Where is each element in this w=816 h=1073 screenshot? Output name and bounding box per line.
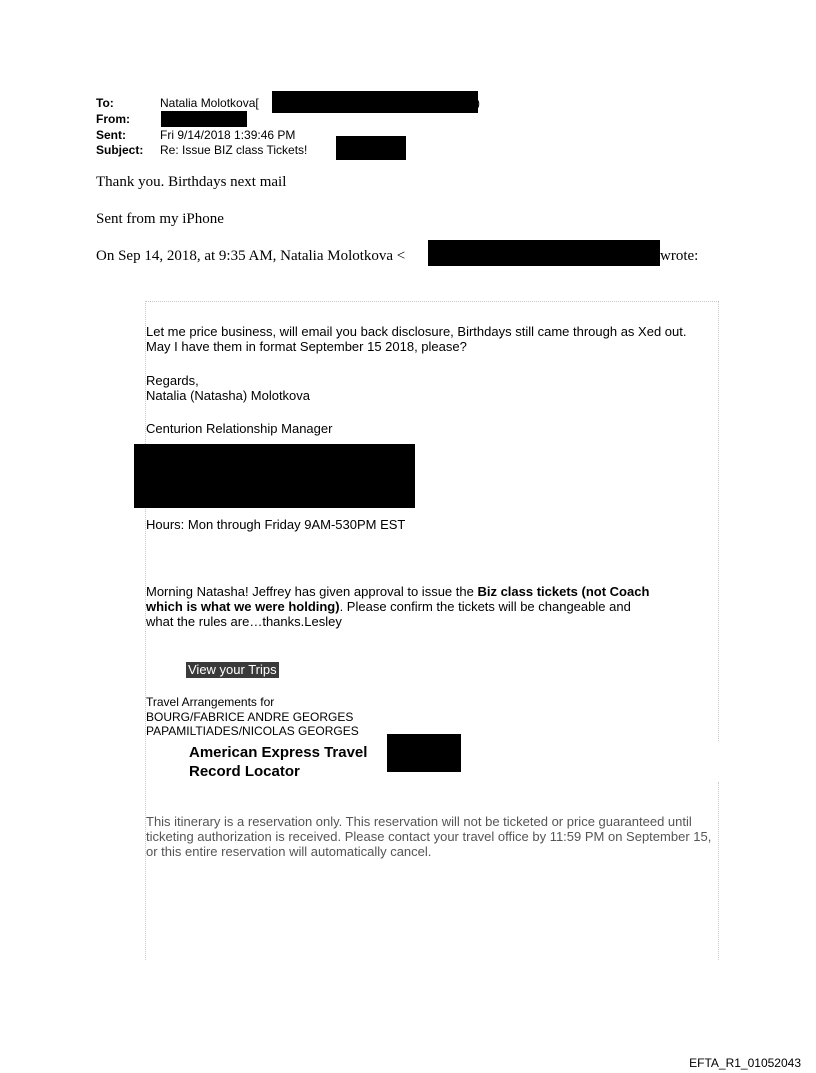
attribution-line <box>96 248 405 265</box>
to-label: To: <box>96 96 114 110</box>
from-label: From: <box>96 112 130 126</box>
earlier-message-text: Morning Natasha! Jeffrey has given approval to issue the <box>146 584 478 599</box>
traveler-name: PAPAMILTIADES/NICOLAS GEORGES <box>146 724 359 738</box>
redaction-box <box>428 240 660 266</box>
document-id: EFTA_R1_01052043 <box>689 1056 801 1070</box>
redaction-box <box>336 136 406 160</box>
redaction-box <box>387 734 461 772</box>
quoted-message: Let me price business, will email you back disclosure, Birthdays still came through as Xed out. May I have them in format September 15 2018, please? <box>146 324 687 354</box>
quote-border <box>718 782 719 960</box>
regards-text: Regards, <box>146 373 199 388</box>
quote-border <box>145 301 719 302</box>
attribution-prefix: On Sep 14, 2018, at 9:35 AM, Natalia Molotkova < <box>96 248 406 264</box>
to-value: Natalia Molotkova[ <box>160 96 259 110</box>
traveler-name: BOURG/FABRICE ANDRE GEORGES <box>146 710 354 724</box>
quote-border <box>718 301 719 741</box>
redaction-box <box>272 91 478 113</box>
signature-name: Natalia (Natasha) Molotkova <box>146 388 311 403</box>
redaction-box <box>161 111 247 127</box>
sent-from-line: Sent from my iPhone <box>96 211 224 227</box>
sent-label: Sent: <box>96 128 126 142</box>
to-close-bracket: ) <box>476 96 480 110</box>
view-trips-button[interactable]: View your Trips <box>188 662 277 677</box>
signature-title: Centurion Relationship Manager <box>146 421 333 436</box>
travel-for-text: Travel Arrangements for <box>146 695 275 709</box>
amex-heading: American Express Travel <box>189 744 368 761</box>
attribution-suffix: wrote: <box>660 248 699 264</box>
hours-text: Hours: Mon through Friday 9AM-530PM EST <box>146 517 406 532</box>
earlier-message <box>146 584 656 629</box>
subject-label: Subject: <box>96 143 144 157</box>
record-locator-label: Record Locator <box>189 763 300 780</box>
reply-line: Thank you. Birthdays next mail <box>96 174 287 190</box>
subject-value: Re: Issue BIZ class Tickets! <box>160 143 308 157</box>
sent-value: Fri 9/14/2018 1:39:46 PM <box>160 128 296 142</box>
earlier-message-text: . Please confirm the tickets will be changeable and what the rules are…thanks.Lesley <box>146 599 631 629</box>
disclaimer-text: This itinerary is a reservation only. This reservation will not be ticketed or price guaranteed until ticketing authorization is received. Please contact your travel office by 11:59 PM on September 15, or this entire reservation will automatically cancel. <box>146 814 712 859</box>
redaction-box <box>134 444 415 508</box>
earlier-message-bold: Biz class tickets (not Coach which is what we were holding) <box>146 584 650 614</box>
